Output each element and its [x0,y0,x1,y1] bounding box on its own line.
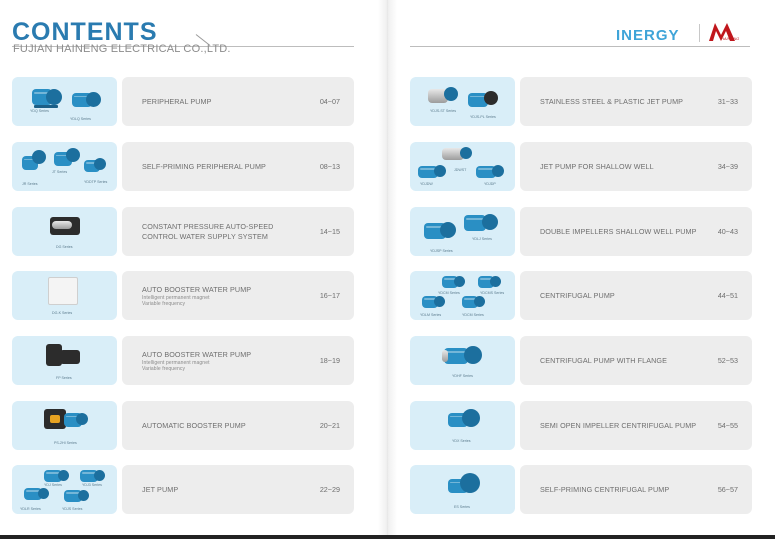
pump-image [462,211,506,239]
product-thumbnail [12,77,117,126]
toc-entry-auto-booster-water-pump-1[interactable] [12,271,354,320]
entry-card [520,336,752,385]
series-label: PS-2HI Series [54,441,77,445]
contents-title: CONTENTS [12,18,158,46]
entry-card [520,401,752,450]
pump-image [440,273,470,293]
toc-entry-jet-pump[interactable] [12,465,354,514]
page-range: 34~39 [717,162,738,171]
series-label: YDJS Series [62,507,83,511]
entry-title: JET PUMP [142,484,179,494]
pump-image [68,89,108,119]
toc-entry-constant-pressure-system[interactable] [12,207,354,256]
product-thumbnail [410,207,515,256]
entry-title: CONSTANT PRESSURE AUTO-SPEED CONTROL WATER SUPPLY SYSTEM [142,221,274,241]
series-label: JR Series [22,182,38,186]
entry-title: SEMI OPEN IMPELLER CENTRIFUGAL PUMP [540,420,697,430]
pump-image [20,148,52,176]
entry-title: PERIPHERAL PUMP [142,96,212,106]
entry-card [122,142,354,191]
toc-entry-automatic-booster-pump[interactable] [12,401,354,450]
toc-entry-auto-booster-water-pump-2[interactable] [12,336,354,385]
entry-title: CENTRIFUGAL PUMP WITH FLANGE [540,355,667,365]
right-page [397,0,775,539]
series-label: YDHF Series [452,374,473,378]
toc-entry-jet-pump-shallow-well[interactable] [410,142,752,191]
company-name: FUJIAN HAINENG ELECTRICAL CO.,LTD. [13,43,231,55]
toc-entry-centrifugal-pump-with-flange[interactable] [410,336,752,385]
series-label: YDLM Series [420,313,442,317]
brand-logo-inergy: INERGY [616,27,680,44]
page-range: 18~19 [319,356,340,365]
toc-entry-self-priming-peripheral-pump[interactable] [12,142,354,191]
entry-title: AUTO BOOSTER WATER PUMP Intelligent permanent magnet Variable frequency [142,349,252,372]
left-page [0,0,378,539]
page-range: 20~21 [319,421,340,430]
logo-text: HAINENG [721,36,740,41]
series-label: YDLR Series [20,507,41,511]
entry-card [122,77,354,126]
series-label: YDLJ Series [472,237,492,241]
series-label: DG Series [56,245,73,249]
entry-card [520,142,752,191]
product-thumbnail [410,401,515,450]
pump-image [422,219,462,247]
pump-image [62,487,92,507]
series-label: JT Series [52,170,68,174]
toc-entry-centrifugal-pump[interactable] [410,271,752,320]
product-thumbnail [12,336,117,385]
bottom-edge [0,535,775,539]
product-thumbnail [410,77,515,126]
pump-image [22,485,52,505]
page-range: 14~15 [319,227,340,236]
page-range: 52~53 [717,356,738,365]
entry-card [122,336,354,385]
page-gutter [378,0,397,539]
page-range: 31~33 [717,97,738,106]
entry-card [520,207,752,256]
pump-image [466,87,506,115]
entry-title: DOUBLE IMPELLERS SHALLOW WELL PUMP [540,226,697,236]
entry-title: AUTO BOOSTER WATER PUMP Intelligent permanent magnet Variable frequency [142,284,252,307]
page-range: 44~51 [717,291,738,300]
pump-image [444,407,484,435]
entry-card [520,465,752,514]
page-range: 54~55 [717,421,738,430]
product-thumbnail [12,271,117,320]
product-thumbnail [410,142,515,191]
series-label: YDJDP [484,182,496,186]
pump-image [46,213,86,243]
series-label: YDLQ Series [70,117,91,121]
page-range: 16~17 [319,291,340,300]
product-thumbnail [12,207,117,256]
product-thumbnail [410,465,515,514]
pump-image [444,471,484,501]
pump-image [46,275,80,309]
product-thumbnail [410,336,515,385]
brand-separator [699,24,700,42]
entry-title: JET PUMP FOR SHALLOW WELL [540,161,654,171]
entry-title: CENTRIFUGAL PUMP [540,290,615,300]
page-range: 40~43 [717,227,738,236]
product-thumbnail [12,401,117,450]
series-label: YDCMS Series [480,291,505,295]
page-range: 22~29 [319,485,340,494]
entry-card [122,465,354,514]
entry-card [520,77,752,126]
series-label: YDJS-ST Series [430,109,457,113]
pump-image [420,293,450,313]
page-range: 04~07 [319,97,340,106]
product-thumbnail [410,271,515,320]
series-label: YDCM Series [462,313,484,317]
toc-entry-self-priming-centrifugal-pump[interactable] [410,465,752,514]
series-label: YDJSP Series [430,249,453,253]
series-label: YDJS-PL Series [470,115,496,119]
pump-image [440,342,486,372]
toc-entry-stainless-plastic-jet-pump[interactable] [410,77,752,126]
page-range: 56~57 [717,485,738,494]
entry-title: AUTOMATIC BOOSTER PUMP [142,420,246,430]
pump-image [44,340,84,374]
toc-entry-double-impellers-shallow-well-pump[interactable] [410,207,752,256]
series-label: YDJ3 Series [82,483,102,487]
entry-card [122,207,354,256]
pump-image [82,156,112,182]
series-label: YDDTP Series [84,180,108,184]
pump-image [474,162,510,184]
entry-card [122,401,354,450]
entry-card [122,271,354,320]
series-label: YDJDW [420,182,433,186]
series-label: FP Series [56,376,72,380]
series-label: YDJ Series [44,483,62,487]
entry-title: SELF-PRIMING PERIPHERAL PUMP [142,161,266,171]
entry-title: STAINLESS STEEL & PLASTIC JET PUMP [540,96,684,106]
toc-entry-semi-open-impeller-centrifugal-pump[interactable] [410,401,752,450]
pump-image [416,162,452,184]
series-label: YDQ Series [30,109,49,113]
toc-entry-peripheral-pump[interactable] [12,77,354,126]
series-label: JDWST [454,168,467,172]
pump-image [42,405,92,439]
series-label: YDCM Series [438,291,460,295]
series-label: DG-K Series [52,311,73,315]
header-divider [410,46,750,47]
pump-image [476,273,506,293]
pump-image [460,293,490,313]
entry-card [520,271,752,320]
product-thumbnail [12,142,117,191]
page-range: 08~13 [319,162,340,171]
pump-image [426,83,466,111]
series-label: ES Series [454,505,470,509]
series-label: YDX Series [452,439,471,443]
product-thumbnail [12,465,117,514]
entry-title: SELF-PRIMING CENTRIFUGAL PUMP [540,484,670,494]
